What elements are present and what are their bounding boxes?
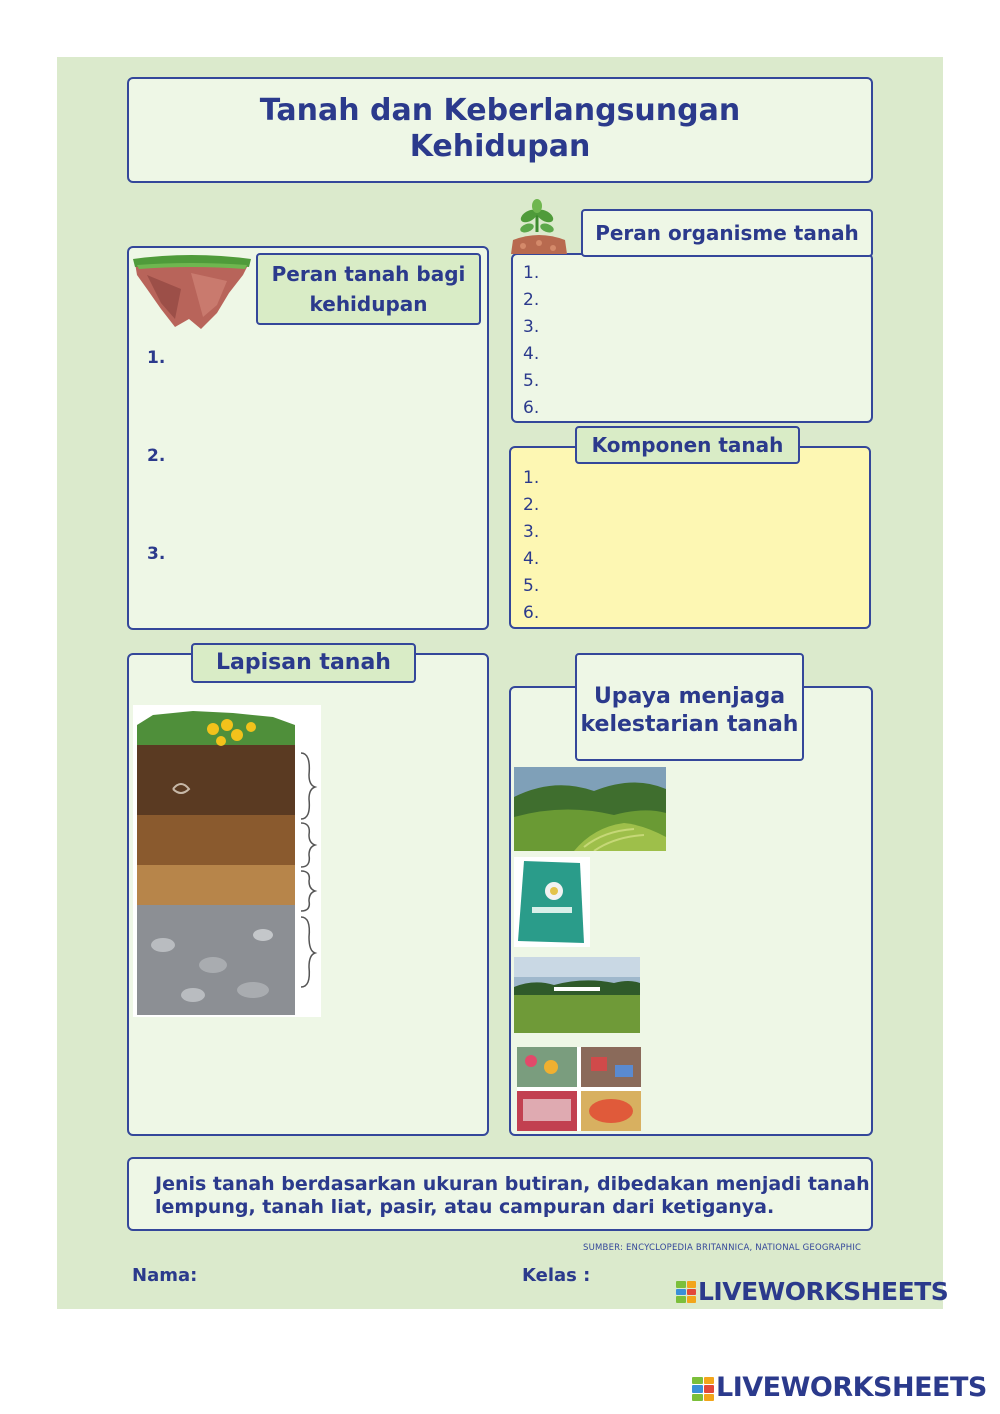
upaya-heading-line1: Upaya menjaga — [593, 684, 786, 709]
nama-label: Nama: — [132, 1265, 198, 1286]
komponen-item-5: 5. — [523, 576, 540, 596]
rice-terraces-photo — [514, 767, 666, 851]
komponen-heading — [575, 426, 800, 464]
peran-tanah-heading-line1: Peran tanah bagi — [271, 262, 466, 286]
peran-organisme-heading — [581, 209, 873, 257]
peran-organisme-heading-text: Peran organisme tanah — [595, 221, 859, 245]
peran-organisme-box — [511, 253, 873, 423]
peran-tanah-item-3: 3. — [147, 544, 166, 564]
soil-layers-illustration — [133, 705, 321, 1017]
worksheet-page — [57, 57, 949, 1309]
info-line1: Jenis tanah berdasarkan ukuran butiran, dibedakan menjadi tanah — [155, 1173, 870, 1195]
organisme-item-5: 5. — [523, 371, 540, 391]
upaya-heading — [575, 653, 804, 761]
komponen-item-6: 6. — [523, 603, 540, 623]
info-box — [127, 1157, 873, 1231]
liveworksheets-logo-mark — [676, 1281, 696, 1303]
peran-tanah-heading — [256, 253, 481, 325]
plant-soil-icon — [509, 198, 569, 254]
plantation-field-photo — [514, 957, 640, 1033]
komponen-item-4: 4. — [523, 549, 540, 569]
komponen-item-1: 1. — [523, 468, 540, 488]
lapisan-heading-text: Lapisan tanah — [216, 650, 391, 675]
organisme-item-2: 2. — [523, 290, 540, 310]
page-title-line1: Tanah dan Keberlangsungan — [259, 93, 741, 128]
komponen-item-3: 3. — [523, 522, 540, 542]
liveworksheets-brand-footer: LIVEWORKSHEETS — [716, 1372, 987, 1403]
info-text — [155, 1173, 870, 1219]
organisme-item-1: 1. — [523, 263, 540, 283]
liveworksheets-brand-inner: LIVEWORKSHEETS — [698, 1277, 949, 1306]
info-line2: lempung, tanah liat, pasir, atau campuran dari ketiganya. — [155, 1196, 775, 1218]
peran-tanah-heading-line2: kehidupan — [309, 292, 428, 316]
kelas-label: Kelas : — [522, 1265, 591, 1286]
source-citation: SUMBER: ENCYCLOPEDIA BRITANNICA, NATIONAL GEOGRAPHIC — [583, 1243, 862, 1253]
komponen-heading-text: Komponen tanah — [591, 433, 784, 457]
organisme-item-3: 3. — [523, 317, 540, 337]
upaya-heading-line2: kelestarian tanah — [580, 712, 799, 737]
title-box — [127, 77, 873, 183]
page-title-line2: Kehidupan — [409, 129, 591, 164]
lapisan-heading — [191, 643, 416, 683]
peran-tanah-item-2: 2. — [147, 446, 166, 466]
floating-soil-island-icon — [131, 253, 253, 333]
komponen-item-2: 2. — [523, 495, 540, 515]
komponen-box — [509, 446, 871, 629]
organisme-item-4: 4. — [523, 344, 540, 364]
recycled-crafts-collage-photo — [517, 1047, 641, 1131]
peran-tanah-item-1: 1. — [147, 348, 166, 368]
fertilizer-bag-photo — [514, 857, 590, 947]
organisme-item-6: 6. — [523, 398, 540, 418]
liveworksheets-logo-mark-footer — [692, 1377, 714, 1401]
